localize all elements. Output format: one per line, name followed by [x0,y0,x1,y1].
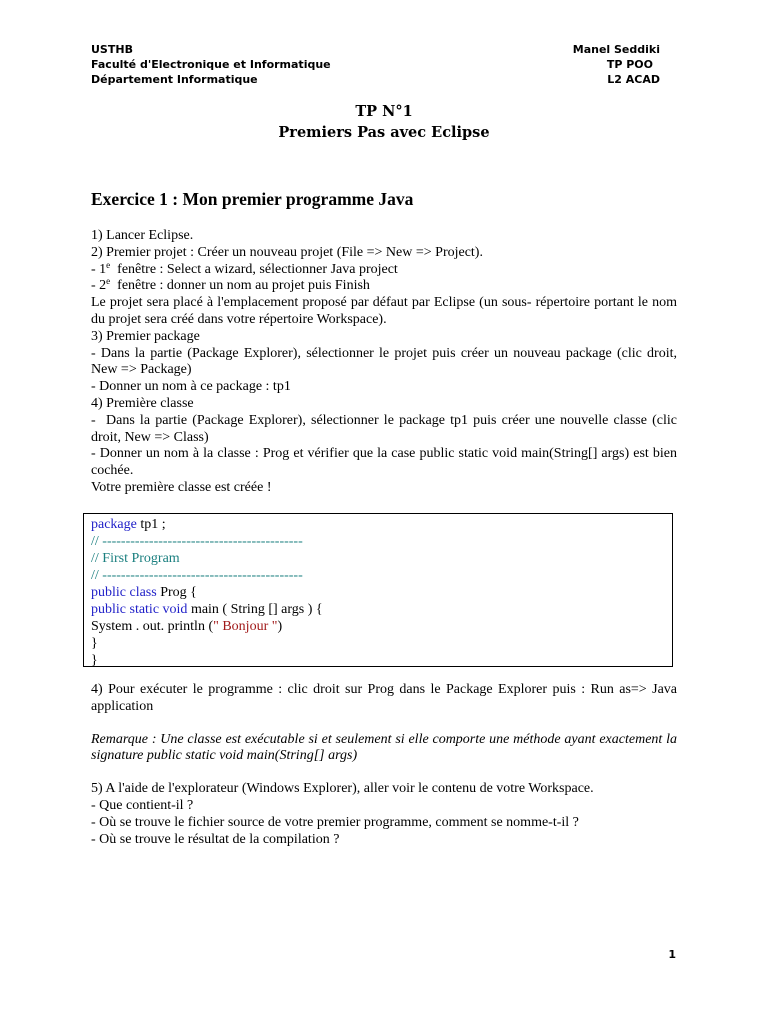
instructions [91,228,681,497]
step-2-note: Le projet sera placé à l'emplacement proposé par défaut par Eclipse (un sous- répertoire portant le nom du projet sera créé dans votre répertoire Workspace). [91,295,677,327]
page-number: 1 [668,948,676,961]
document-title [0,101,768,143]
question-3: - Où se trouve le résultat de la compilation ? [91,831,340,847]
header-course: TP POO [606,58,653,71]
step-4-b: - Donner un nom à la classe : Prog et vérifier que la case public static void main(String[] args) est bien cochée. [91,446,677,479]
step-2: 2) Premier projet : Créer un nouveau projet (File => New => Project). [91,244,483,260]
step-3-a: - Dans la partie (Package Explorer), sélectionner le projet puis créer un nouveau package (clic droit, New => Package) [91,345,677,378]
step-2-window-1: - 1e fenêtre : Select a wizard, sélectionner Java project [91,259,398,277]
step-5: 5) A l'aide de l'explorateur (Windows Explorer), aller voir le contenu de votre Workspace. [91,781,594,797]
question-2: - Où se trouve le fichier source de votre premier programme, comment se nomme-t-il ? [91,814,579,830]
exercise-title: Exercice 1 : Mon premier programme Java [91,189,414,209]
code-line: // First Program [91,551,180,566]
run-instructions: 4) Pour exécuter le programme : clic droit sur Prog dans le Package Explorer puis : Run as=> Java application [91,682,677,714]
code-line: // ------------------------------------------- [91,568,303,583]
title-line-2: Premiers Pas avec Eclipse [278,124,490,141]
title-line-1: TP N°1 [355,103,413,120]
step-2-window-2: - 2e fenêtre : donner un nom au projet puis Finish [91,276,370,294]
header-university: USTHB [91,43,133,56]
code-line: public class Prog { [91,585,197,600]
header-faculty: Faculté d'Electronique et Informatique [91,58,331,71]
after-code [91,682,677,848]
step-4: 4) Première classe [91,395,194,411]
step-4-a: - Dans la partie (Package Explorer), sélectionner le package tp1 puis créer une nouvelle classe (clic droit, New => Class) [91,412,681,445]
code-line: package tp1 ; [91,517,166,532]
step-3: 3) Premier package [91,328,200,344]
code-box [83,513,673,667]
header-left [91,42,331,87]
code-line: } [91,636,98,651]
step-1: 1) Lancer Eclipse. [91,228,194,243]
code-line: // ------------------------------------------- [91,534,303,549]
header-level: L2 ACAD [607,73,660,86]
code-line: System . out. println (" Bonjour ") [91,619,283,634]
header-department: Département Informatique [91,73,258,86]
question-1: - Que contient-il ? [91,797,194,813]
header-author: Manel Seddiki [572,43,660,56]
step-4-c: Votre première classe est créée ! [91,479,272,495]
code-line: } [91,653,98,668]
header-right [573,42,660,87]
remark: Remarque : Une classe est exécutable si et seulement si elle comporte une méthode ayant exactement la signature public static void main(String[] args) [91,731,677,764]
step-3-b: - Donner un nom à ce package : tp1 [91,379,291,395]
code-line: public static void main ( String [] args ) { [91,602,323,617]
